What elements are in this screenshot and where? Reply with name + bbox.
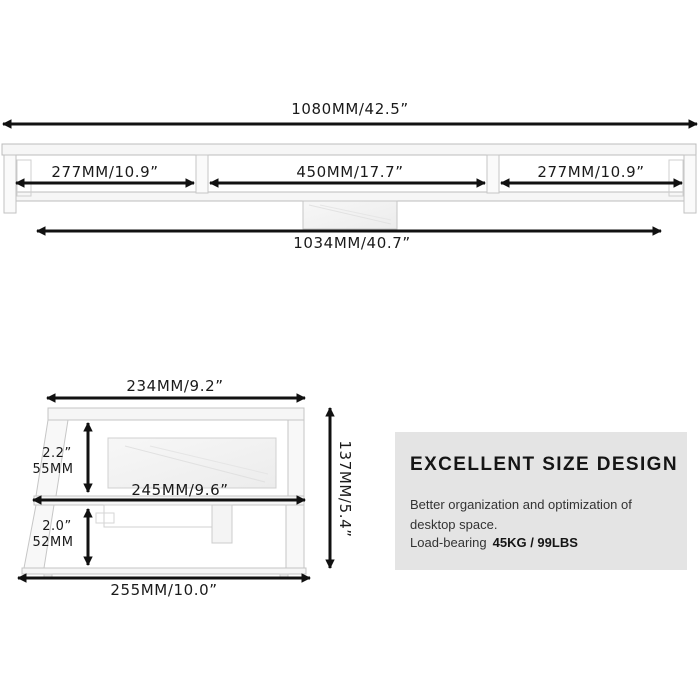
total-length-label: 1080MM/42.5” (291, 100, 409, 118)
lower-gap-inch-label: 2.0” (42, 519, 72, 534)
side-bottom-board (22, 568, 306, 574)
info-description: Better organization and optimization of desktop space. (410, 497, 632, 532)
load-bearing-line (410, 535, 578, 550)
shelf-length-label: 1034MM/40.7” (293, 234, 411, 252)
upper-gap-inch-label: 2.2” (42, 446, 72, 461)
left-leg-inner (17, 160, 31, 196)
right-leg-inner (669, 160, 683, 196)
side-lower-block (212, 505, 232, 543)
top-board (2, 144, 696, 155)
right-section-label: 277MM/10.9” (537, 163, 645, 181)
load-bearing-label: Load-bearing (410, 535, 487, 550)
load-bearing-value: 45KG / 99LBS (492, 535, 578, 550)
center-section-label: 450MM/17.7” (296, 163, 404, 181)
info-title: EXCELLENT SIZE DESIGN (410, 454, 678, 475)
left-divider (196, 155, 208, 193)
right-divider (487, 155, 499, 193)
lower-shelf (14, 192, 686, 201)
left-section-label: 277MM/10.9” (51, 163, 159, 181)
middle-depth-label: 245MM/9.6” (131, 481, 229, 499)
side-back-lower-support (286, 505, 304, 568)
bottom-depth-label: 255MM/10.0” (110, 581, 218, 599)
upper-gap-mm-label: 55MM (32, 462, 74, 477)
total-height-label: 137MM/5.4” (336, 440, 354, 538)
front-view-stand (2, 144, 696, 229)
right-leg-outer (684, 155, 696, 213)
info-panel (395, 432, 687, 570)
top-depth-label: 234MM/9.2” (126, 377, 224, 395)
left-leg-outer (4, 155, 16, 213)
side-back-support (288, 420, 304, 496)
side-top-board (48, 408, 304, 420)
lower-gap-mm-label: 52MM (32, 535, 74, 550)
